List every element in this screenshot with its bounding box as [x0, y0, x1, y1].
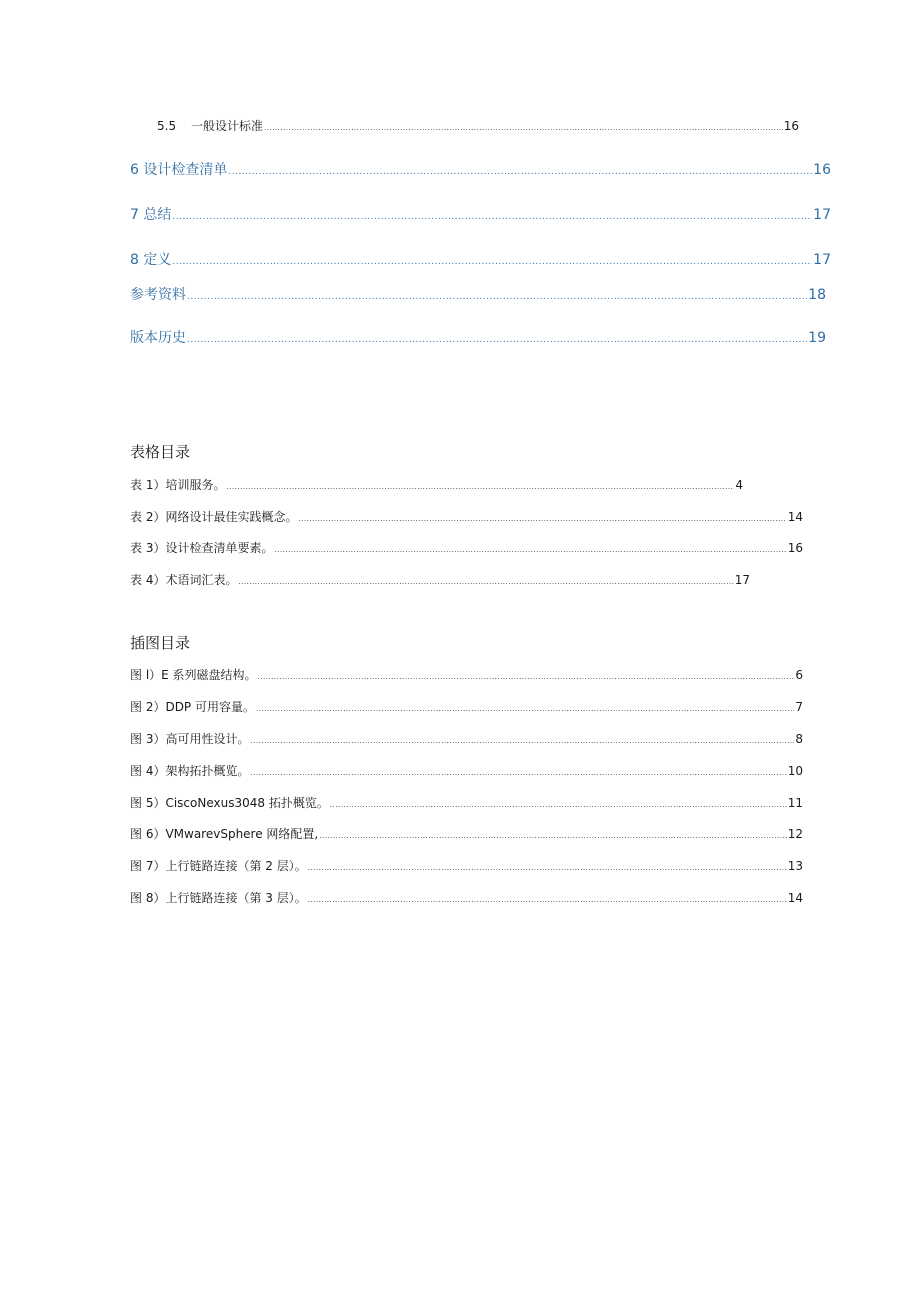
- dot-leader: [250, 732, 794, 746]
- figure-entry-title: 图 l）E 系列磁盘结构。: [130, 668, 257, 682]
- dot-leader: [172, 207, 812, 223]
- dot-leader: [226, 478, 734, 492]
- table-entry-2[interactable]: [130, 508, 803, 525]
- figure-entry-page: 8: [795, 732, 803, 746]
- table-entry-page: 16: [787, 541, 803, 555]
- table-entry-title: 表 1）培训服务。: [130, 478, 226, 492]
- toc-entry-title: 版本历史: [130, 330, 186, 346]
- figure-entry-6[interactable]: [130, 825, 803, 842]
- figure-entry-title: 图 6）VMwarevSphere 网络配置,: [130, 827, 319, 841]
- toc-entry-title: 8 定义: [130, 252, 172, 268]
- table-entry-3[interactable]: [130, 539, 803, 556]
- toc-entry-page: 16: [813, 162, 831, 178]
- figure-entry-title: 图 8）上行链路连接（第 3 层）。: [130, 891, 307, 905]
- toc-entry-title: 一般设计标准: [191, 119, 264, 133]
- dot-leader: [256, 700, 794, 714]
- toc-entry-number: 5.5: [157, 119, 177, 133]
- figure-entry-page: 10: [787, 764, 803, 778]
- table-entry-page: 14: [787, 510, 803, 524]
- toc-entry-page: 19: [808, 330, 826, 346]
- figure-entry-title: 图 2）DDP 可用容量。: [130, 700, 255, 714]
- figure-entry-7[interactable]: [130, 857, 803, 874]
- figure-entry-title: 图 5）CiscoNexus3048 拓扑概览。: [130, 796, 329, 810]
- figure-entry-1[interactable]: [130, 666, 803, 683]
- toc-entry-8[interactable]: [130, 249, 831, 269]
- figure-entry-4[interactable]: [130, 762, 803, 779]
- dot-leader: [264, 119, 783, 133]
- toc-entry-title: 参考资料: [130, 287, 186, 303]
- figures-heading: 插图目录: [130, 634, 191, 652]
- dot-leader: [238, 573, 733, 587]
- table-entry-1[interactable]: [130, 476, 743, 493]
- toc-entry-page: 17: [813, 252, 831, 268]
- toc-entry-page: 16: [783, 119, 799, 133]
- dot-leader: [187, 287, 807, 303]
- figure-entry-page: 11: [787, 796, 803, 810]
- toc-entry-title: 6 设计检查清单: [130, 162, 228, 178]
- dot-leader: [274, 541, 786, 555]
- dot-leader: [308, 859, 787, 873]
- table-entry-4[interactable]: [130, 571, 750, 588]
- table-entry-page: 17: [734, 573, 750, 587]
- dot-leader: [330, 796, 787, 810]
- figure-entry-title: 图 7）上行链路连接（第 2 层）。: [130, 859, 307, 873]
- figure-entry-3[interactable]: [130, 730, 803, 747]
- toc-entry-6[interactable]: [130, 159, 831, 179]
- dot-leader: [298, 510, 786, 524]
- dot-leader: [228, 162, 812, 178]
- figure-entry-page: 12: [787, 827, 803, 841]
- toc-entry-7[interactable]: [130, 204, 831, 224]
- figure-entry-page: 14: [787, 891, 803, 905]
- table-entry-page: 4: [735, 478, 743, 492]
- figure-entry-page: 6: [795, 668, 803, 682]
- table-entry-title: 表 2）网络设计最佳实践概念。: [130, 510, 298, 524]
- dot-leader: [187, 330, 807, 346]
- toc-entry-page: 18: [808, 287, 826, 303]
- toc-entry-title: 7 总结: [130, 207, 172, 223]
- dot-leader: [258, 668, 795, 682]
- figure-entry-2[interactable]: [130, 698, 803, 715]
- toc-entry-5-5[interactable]: [157, 117, 799, 134]
- toc-entry-page: 17: [813, 207, 831, 223]
- tables-heading: 表格目录: [130, 443, 191, 461]
- figure-entry-page: 7: [795, 700, 803, 714]
- figure-entry-title: 图 4）架构拓扑概览。: [130, 764, 250, 778]
- figure-entry-5[interactable]: [130, 794, 803, 811]
- dot-leader: [172, 252, 812, 268]
- toc-entry-references[interactable]: [130, 284, 826, 304]
- table-entry-title: 表 4）术语词汇表。: [130, 573, 238, 587]
- table-entry-title: 表 3）设计检查清单要素。: [130, 541, 274, 555]
- dot-leader: [319, 827, 786, 841]
- figure-entry-page: 13: [787, 859, 803, 873]
- figure-entry-8[interactable]: [130, 889, 803, 906]
- dot-leader: [250, 764, 786, 778]
- figure-entry-title: 图 3）高可用性设计。: [130, 732, 250, 746]
- toc-entry-version-history[interactable]: [130, 327, 826, 347]
- dot-leader: [308, 891, 787, 905]
